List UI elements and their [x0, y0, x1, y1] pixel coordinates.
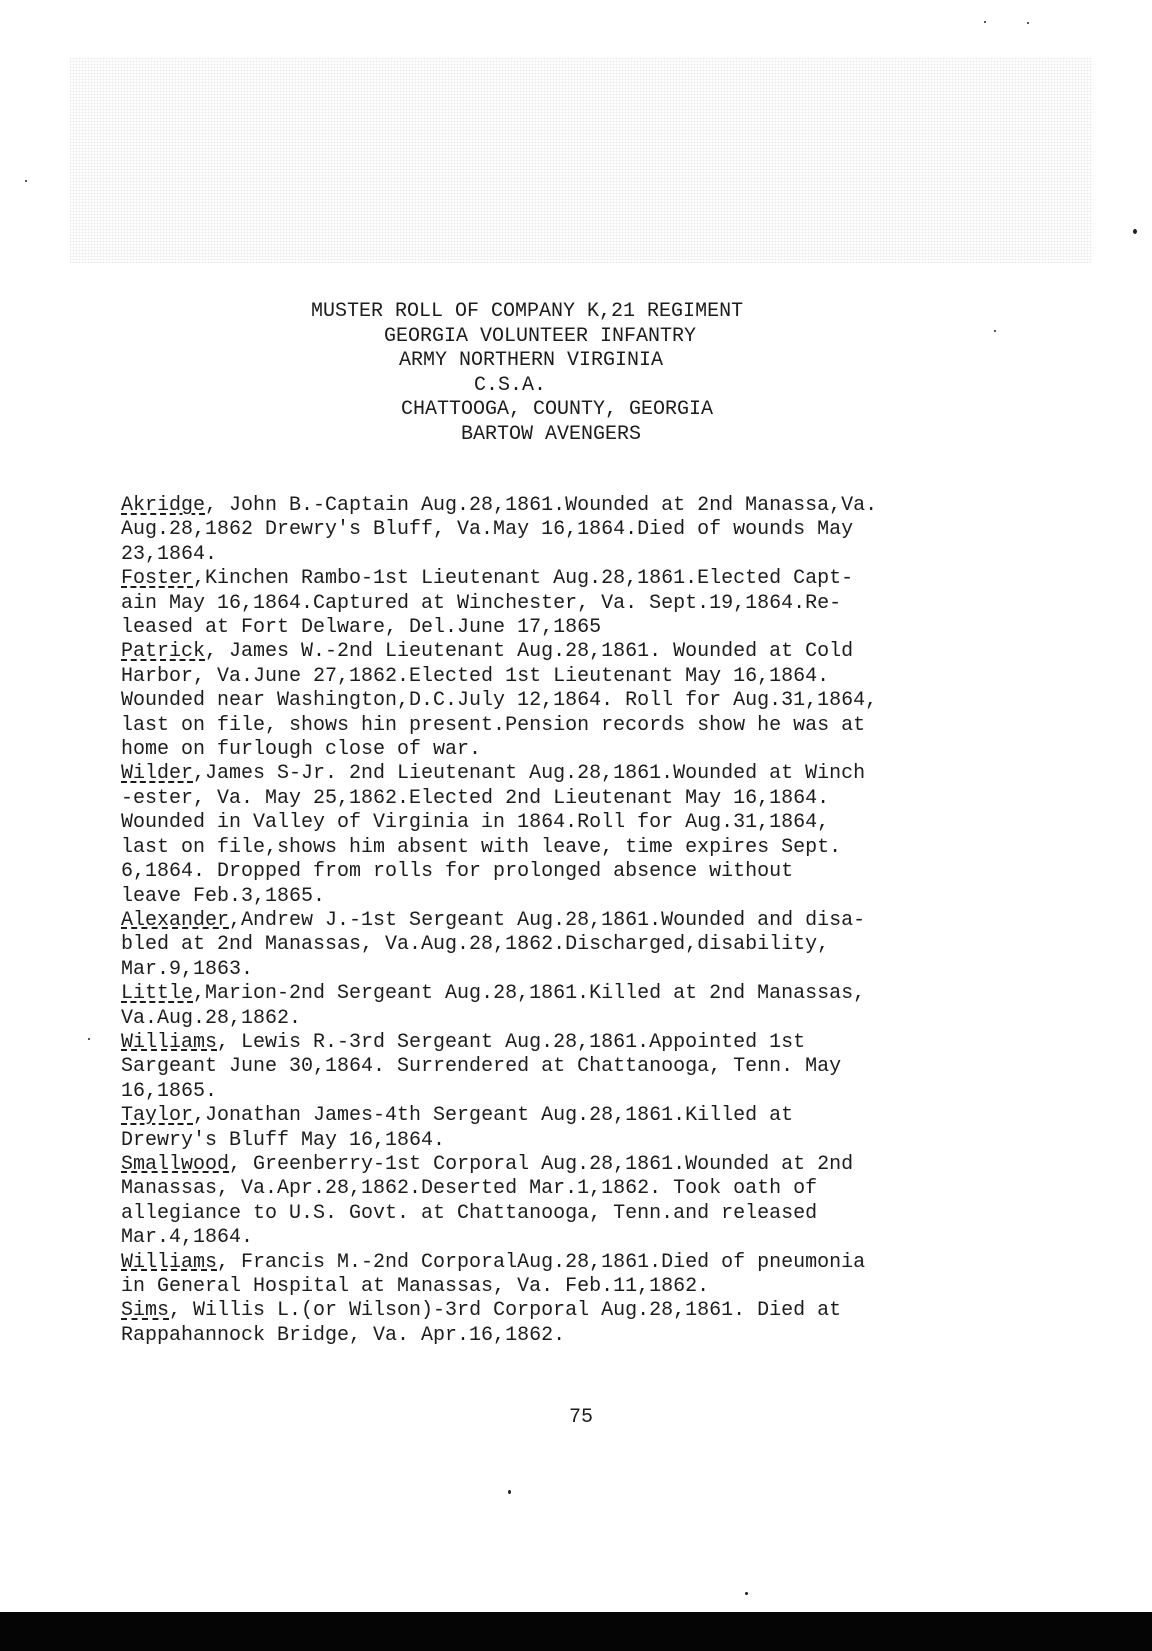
- roster-entry: [121, 640, 1081, 762]
- entry-line: ,Kinchen Rambo-1st Lieutenant Aug.28,1861.Elected Capt-: [193, 567, 854, 591]
- page-number: 75: [568, 1406, 593, 1429]
- entry-surname: Taylor: [121, 1104, 194, 1128]
- entry-surname: Sims: [121, 1299, 170, 1323]
- scan-speck: [994, 330, 996, 332]
- entry-line: Aug.28,1862 Drewry's Bluff, Va.May 16,1864.Died of wounds May: [121, 518, 854, 542]
- entry-surname: Williams: [121, 1030, 218, 1054]
- scan-speck: [25, 180, 27, 182]
- header-line-county: CHATTOOGA, COUNTY, GEORGIA: [401, 398, 714, 421]
- entry-line: leased at Fort Delware, Del.June 17,1865: [121, 616, 602, 640]
- entry-line: Harbor, Va.June 27,1862.Elected 1st Lieutenant May 16,1864.: [121, 664, 830, 688]
- roster-entry: [121, 494, 1081, 567]
- roster-entry: [121, 1153, 1081, 1251]
- entry-line: , James W.-2nd Lieutenant Aug.28,1861. Wounded at Cold: [205, 640, 854, 664]
- header-line-company-name: BARTOW AVENGERS: [461, 422, 642, 446]
- entry-surname: Foster: [121, 567, 194, 591]
- entry-line: leave Feb.3,1865.: [121, 884, 326, 908]
- entry-line: bled at 2nd Manassas, Va.Aug.28,1862.Discharged,disability,: [121, 933, 830, 957]
- scan-speck: [88, 1038, 90, 1040]
- entry-line: ,Andrew J.-1st Sergeant Aug.28,1861.Wounded and disa-: [229, 908, 866, 932]
- roster-entry: [121, 982, 1081, 1031]
- entry-line: 6,1864. Dropped from rolls for prolonged absence without: [121, 860, 794, 884]
- entry-line: last on file, shows hin present.Pension records show he was at: [121, 713, 866, 737]
- entry-line: Drewry's Bluff May 16,1864.: [121, 1128, 446, 1152]
- scan-edge-bar: [0, 1612, 1152, 1651]
- entry-line: Rappahannock Bridge, Va. Apr.16,1862.: [121, 1323, 566, 1347]
- entry-surname: Alexander: [121, 908, 230, 932]
- entry-line: 23,1864.: [121, 542, 218, 566]
- entry-surname: Wilder: [121, 762, 194, 786]
- entry-line: ,Jonathan James-4th Sergeant Aug.28,1861.Killed at: [193, 1104, 794, 1128]
- entry-line: , Willis L.(or Wilson)-3rd Corporal Aug.28,1861. Died at: [169, 1299, 842, 1323]
- roster-entries: [121, 494, 1081, 1348]
- entry-line: ,Marion-2nd Sergeant Aug.28,1861.Killed at 2nd Manassas,: [193, 982, 866, 1006]
- entry-line: Mar.9,1863.: [121, 957, 254, 981]
- roster-entry: [121, 1104, 1081, 1153]
- scan-speck: [1027, 22, 1029, 24]
- entry-line: Va.Aug.28,1862.: [121, 1006, 302, 1030]
- document-header: [0, 300, 1152, 447]
- header-line-csa: C.S.A.: [474, 373, 547, 397]
- entry-line: , Francis M.-2nd CorporalAug.28,1861.Died of pneumonia: [217, 1250, 866, 1274]
- roster-entry: [121, 762, 1081, 908]
- header-line-title: MUSTER ROLL OF COMPANY K,21 REGIMENT: [311, 300, 744, 323]
- scan-speck: [508, 1490, 511, 1494]
- entry-surname: Smallwood: [121, 1152, 230, 1176]
- entry-line: Wounded in Valley of Virginia in 1864.Roll for Aug.31,1864,: [121, 811, 830, 835]
- entry-surname: Akridge: [121, 494, 206, 517]
- entry-line: -ester, Va. May 25,1862.Elected 2nd Lieutenant May 16,1864.: [121, 786, 830, 810]
- entry-surname: Little: [121, 982, 194, 1006]
- header-line-army: ARMY NORTHERN VIRGINIA: [399, 349, 664, 372]
- roster-entry: [121, 909, 1081, 982]
- entry-line: ,James S-Jr. 2nd Lieutenant Aug.28,1861.Wounded at Winch: [193, 762, 866, 786]
- entry-line: Wounded near Washington,D.C.July 12,1864. Roll for Aug.31,1864,: [121, 689, 878, 713]
- entry-line: Sargeant June 30,1864. Surrendered at Chattanooga, Tenn. May: [121, 1055, 842, 1079]
- roster-entry: [121, 567, 1081, 640]
- entry-surname: Williams: [121, 1250, 218, 1274]
- scan-speck: [1133, 229, 1137, 234]
- entry-line: in General Hospital at Manassas, Va. Feb.11,1862.: [121, 1275, 710, 1298]
- entry-line: home on furlough close of war.: [121, 738, 482, 762]
- roster-entry: [121, 1299, 1081, 1348]
- entry-line: Mar.4,1864.: [121, 1226, 254, 1250]
- roster-entry: [121, 1251, 1081, 1300]
- scan-noise-band: [70, 58, 1092, 263]
- entry-line: 16,1865.: [121, 1079, 218, 1103]
- entry-line: last on file,shows him absent with leave, time expires Sept.: [121, 835, 842, 859]
- header-line-unit: GEORGIA VOLUNTEER INFANTRY: [384, 324, 697, 348]
- roster-entry: [121, 1031, 1081, 1104]
- entry-surname: Patrick: [121, 640, 206, 664]
- entry-line: , John B.-Captain Aug.28,1861.Wounded at 2nd Manassa,Va.: [205, 494, 878, 517]
- scan-speck: [745, 1592, 748, 1595]
- entry-line: ain May 16,1864.Captured at Winchester, Va. Sept.19,1864.Re-: [121, 591, 842, 615]
- entry-line: , Greenberry-1st Corporal Aug.28,1861.Wounded at 2nd: [229, 1152, 854, 1176]
- scan-speck: [984, 21, 986, 23]
- entry-line: Manassas, Va.Apr.28,1862.Deserted Mar.1,1862. Took oath of: [121, 1177, 818, 1201]
- entry-line: allegiance to U.S. Govt. at Chattanooga, Tenn.and released: [121, 1201, 818, 1225]
- entry-line: , Lewis R.-3rd Sergeant Aug.28,1861.Appointed 1st: [217, 1030, 806, 1054]
